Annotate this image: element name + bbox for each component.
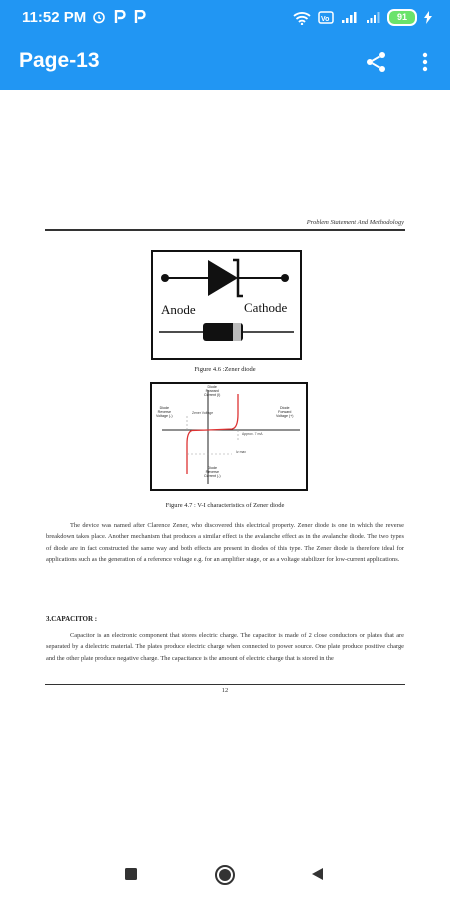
label-forward-current: Diode Forward Current (I) [204,385,221,398]
cathode-label: Cathode [244,300,288,315]
status-time: 11:52 PM [22,9,87,26]
status-bar [0,0,450,36]
p-app-icon [114,10,126,24]
navigation-bar [0,850,450,900]
label-reverse-current: Diode Reverse Current (-) [204,466,221,479]
svg-text:Vo: Vo [321,16,330,23]
volte-icon [318,11,334,24]
more-options-button[interactable] [420,50,430,79]
label-zener-voltage: Zener Voltage [192,411,214,415]
label-reverse-voltage: Diode Reverse Voltage (-) [156,406,173,419]
status-left-icons [92,10,146,24]
figure-caption-zener: Figure 4.6 :Zener diode [194,366,256,373]
paragraph-capacitor: Capacitor is an electronic component that stores electric charge. The capacitor is made of 2 close conductors or plates that are separated by a dielectric material. The plates produce electric charge when connected to power source. One plate produce positive charge and the other plate produce negative charge. The capacitance is the amount of electric charge that is stored in the [46,632,404,662]
label-knee: Iz max [236,450,246,454]
label-approx: Approx. 7 mA [242,432,263,436]
paragraph-zener: The device was named after Clarence Zener, who discovered this electrical property. Zener diode is one in which the reverse breakdown takes place. Another mechanism that produces a similar effect is the avalanche effect as in the avalanche diode. The two types of diode are in fact constructed the same way and both effects are present in diodes of this type. The Zener diode is therefore ideal for applications such as the generation of a reference voltage e.g. for an amplifier stage, or as a voltage stabilizer for low-current applications. [46,522,404,564]
page-title: Page-13 [19,49,100,72]
recents-button[interactable] [124,867,138,886]
home-button[interactable] [214,864,236,891]
header-rule [45,229,405,231]
back-icon [310,867,324,881]
share-button[interactable] [364,50,388,79]
running-header: Problem Statement And Methodology [306,219,404,226]
back-button[interactable] [310,867,324,886]
signal-icon [341,11,359,24]
figure-caption-vi: Figure 4.7 : V-I characteristics of Zener diode [165,502,285,509]
battery-icon: 91 [387,9,417,26]
p-app-icon-2 [134,10,146,24]
more-vert-icon [420,50,430,74]
label-forward-voltage: Diode Forward Voltage (+) [276,406,294,419]
page-number: 12 [221,687,229,694]
footer-rule [45,684,405,685]
recents-icon [124,867,138,881]
wifi-icon [293,11,311,25]
alarm-icon [92,10,106,24]
signal-icon-2 [366,11,380,24]
vi-characteristics-figure [150,382,308,491]
section-heading-capacitor: 3.CAPACITOR : [46,615,98,623]
charging-icon [424,11,432,24]
app-bar [0,36,450,90]
zener-diode-figure [151,250,302,360]
home-icon [214,864,236,886]
anode-label: Anode [161,302,196,317]
vi-curve-drawing [152,384,306,489]
share-icon [364,50,388,74]
status-right-icons [293,9,432,26]
document-page[interactable] [0,90,450,850]
